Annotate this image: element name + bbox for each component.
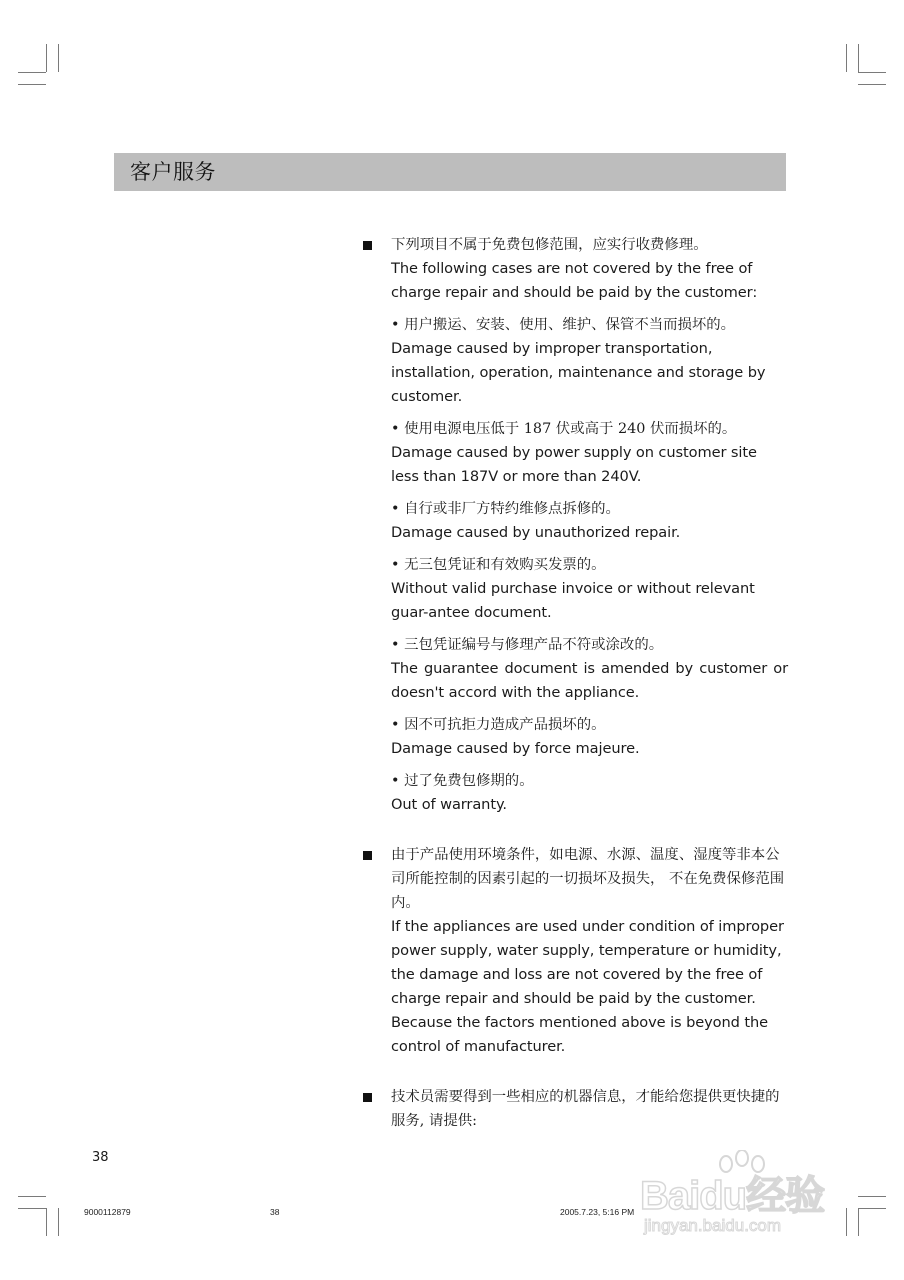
list-item-cn: • 因不可抗拒力造成产品损坏的。: [391, 717, 606, 733]
list-item: [391, 713, 788, 761]
crop-mark: [58, 44, 59, 72]
square-bullet-icon: [363, 241, 372, 250]
section-heading-cn: 下列项目不属于免费包修范围，应实行收费修理。: [391, 237, 708, 253]
footer-timestamp: 2005.7.23, 5:16 PM: [560, 1207, 635, 1217]
crop-mark: [18, 1196, 46, 1197]
list-item: [391, 769, 788, 817]
crop-mark: [846, 44, 847, 72]
crop-mark: [18, 1208, 46, 1209]
list-item-en: Without valid purchase invoice or without relevant guar-antee document.: [391, 580, 755, 621]
section-header-bar: [114, 153, 786, 191]
list-item: [391, 497, 788, 545]
section-heading-cn: 由于产品使用环境条件，如电源、水源、温度、湿度等非本公司所能控制的因素引起的一切损坏及损失， 不在免费保修范围内。: [391, 847, 785, 911]
section-heading-en: If the appliances are used under condition of improper power supply, water supply, temperature or humidity, the damage and loss are not covered by the free of charge repair and should be paid by the customer. Because the factors mentioned above is beyond the control of manufacturer.: [391, 918, 784, 1055]
footer-page: 38: [270, 1207, 280, 1217]
watermark-url: jingyan.baidu.com: [644, 1216, 782, 1235]
crop-mark: [46, 44, 47, 72]
watermark-logo: Baidu经验: [640, 1174, 825, 1218]
crop-mark: [18, 84, 46, 85]
page-title: 客户服务: [130, 160, 216, 184]
square-bullet-icon: [363, 1093, 372, 1102]
list-item: [391, 313, 788, 409]
section-heading-en: The following cases are not covered by the free of charge repair and should be paid by the customer:: [391, 260, 758, 301]
list-item-en: Damage caused by unauthorized repair.: [391, 524, 681, 541]
list-item: [391, 633, 788, 705]
crop-mark: [858, 84, 886, 85]
crop-mark: [858, 44, 859, 72]
square-bullet-icon: [363, 851, 372, 860]
section-environment: [362, 843, 788, 1059]
list-item-cn: • 自行或非厂方特约维修点拆修的。: [391, 501, 620, 517]
crop-mark: [46, 1208, 47, 1236]
list-item-en: The guarantee document is amended by customer or doesn't accord with the appliance.: [391, 660, 788, 701]
baidu-watermark: [640, 1150, 860, 1250]
list-item-cn: • 用户搬运、安装、使用、维护、保管不当而损坏的。: [391, 317, 736, 333]
list-item-cn: • 无三包凭证和有效购买发票的。: [391, 557, 606, 573]
page-number: 38: [92, 1150, 109, 1165]
section-non-covered: [362, 233, 788, 817]
list-item-en: Damage caused by improper transportation, installation, operation, maintenance and storage by customer.: [391, 340, 766, 405]
crop-mark: [858, 1196, 886, 1197]
crop-mark: [18, 72, 46, 73]
crop-mark: [58, 1208, 59, 1236]
list-item: [391, 417, 788, 489]
list-item-en: Damage caused by force majeure.: [391, 740, 640, 757]
list-item-cn: • 过了免费包修期的。: [391, 773, 534, 789]
section-heading-cn: 技术员需要得到一些相应的机器信息，才能给您提供更快捷的服务, 请提供:: [391, 1089, 780, 1129]
list-item-en: Damage caused by power supply on customer site less than 187V or more than 240V.: [391, 444, 757, 485]
crop-mark: [858, 1208, 886, 1209]
list-item-cn: • 三包凭证编号与修理产品不符或涂改的。: [391, 637, 664, 653]
crop-mark: [858, 72, 886, 73]
list-item: [391, 553, 788, 625]
section-technician-info: [362, 1085, 788, 1133]
list-item-cn: • 使用电源电压低于 187 伏或高于 240 伏而损坏的。: [391, 421, 737, 437]
footer-doc-id: 9000112879: [84, 1207, 131, 1217]
list-item-en: Out of warranty.: [391, 796, 507, 813]
content-column: [362, 233, 788, 1133]
